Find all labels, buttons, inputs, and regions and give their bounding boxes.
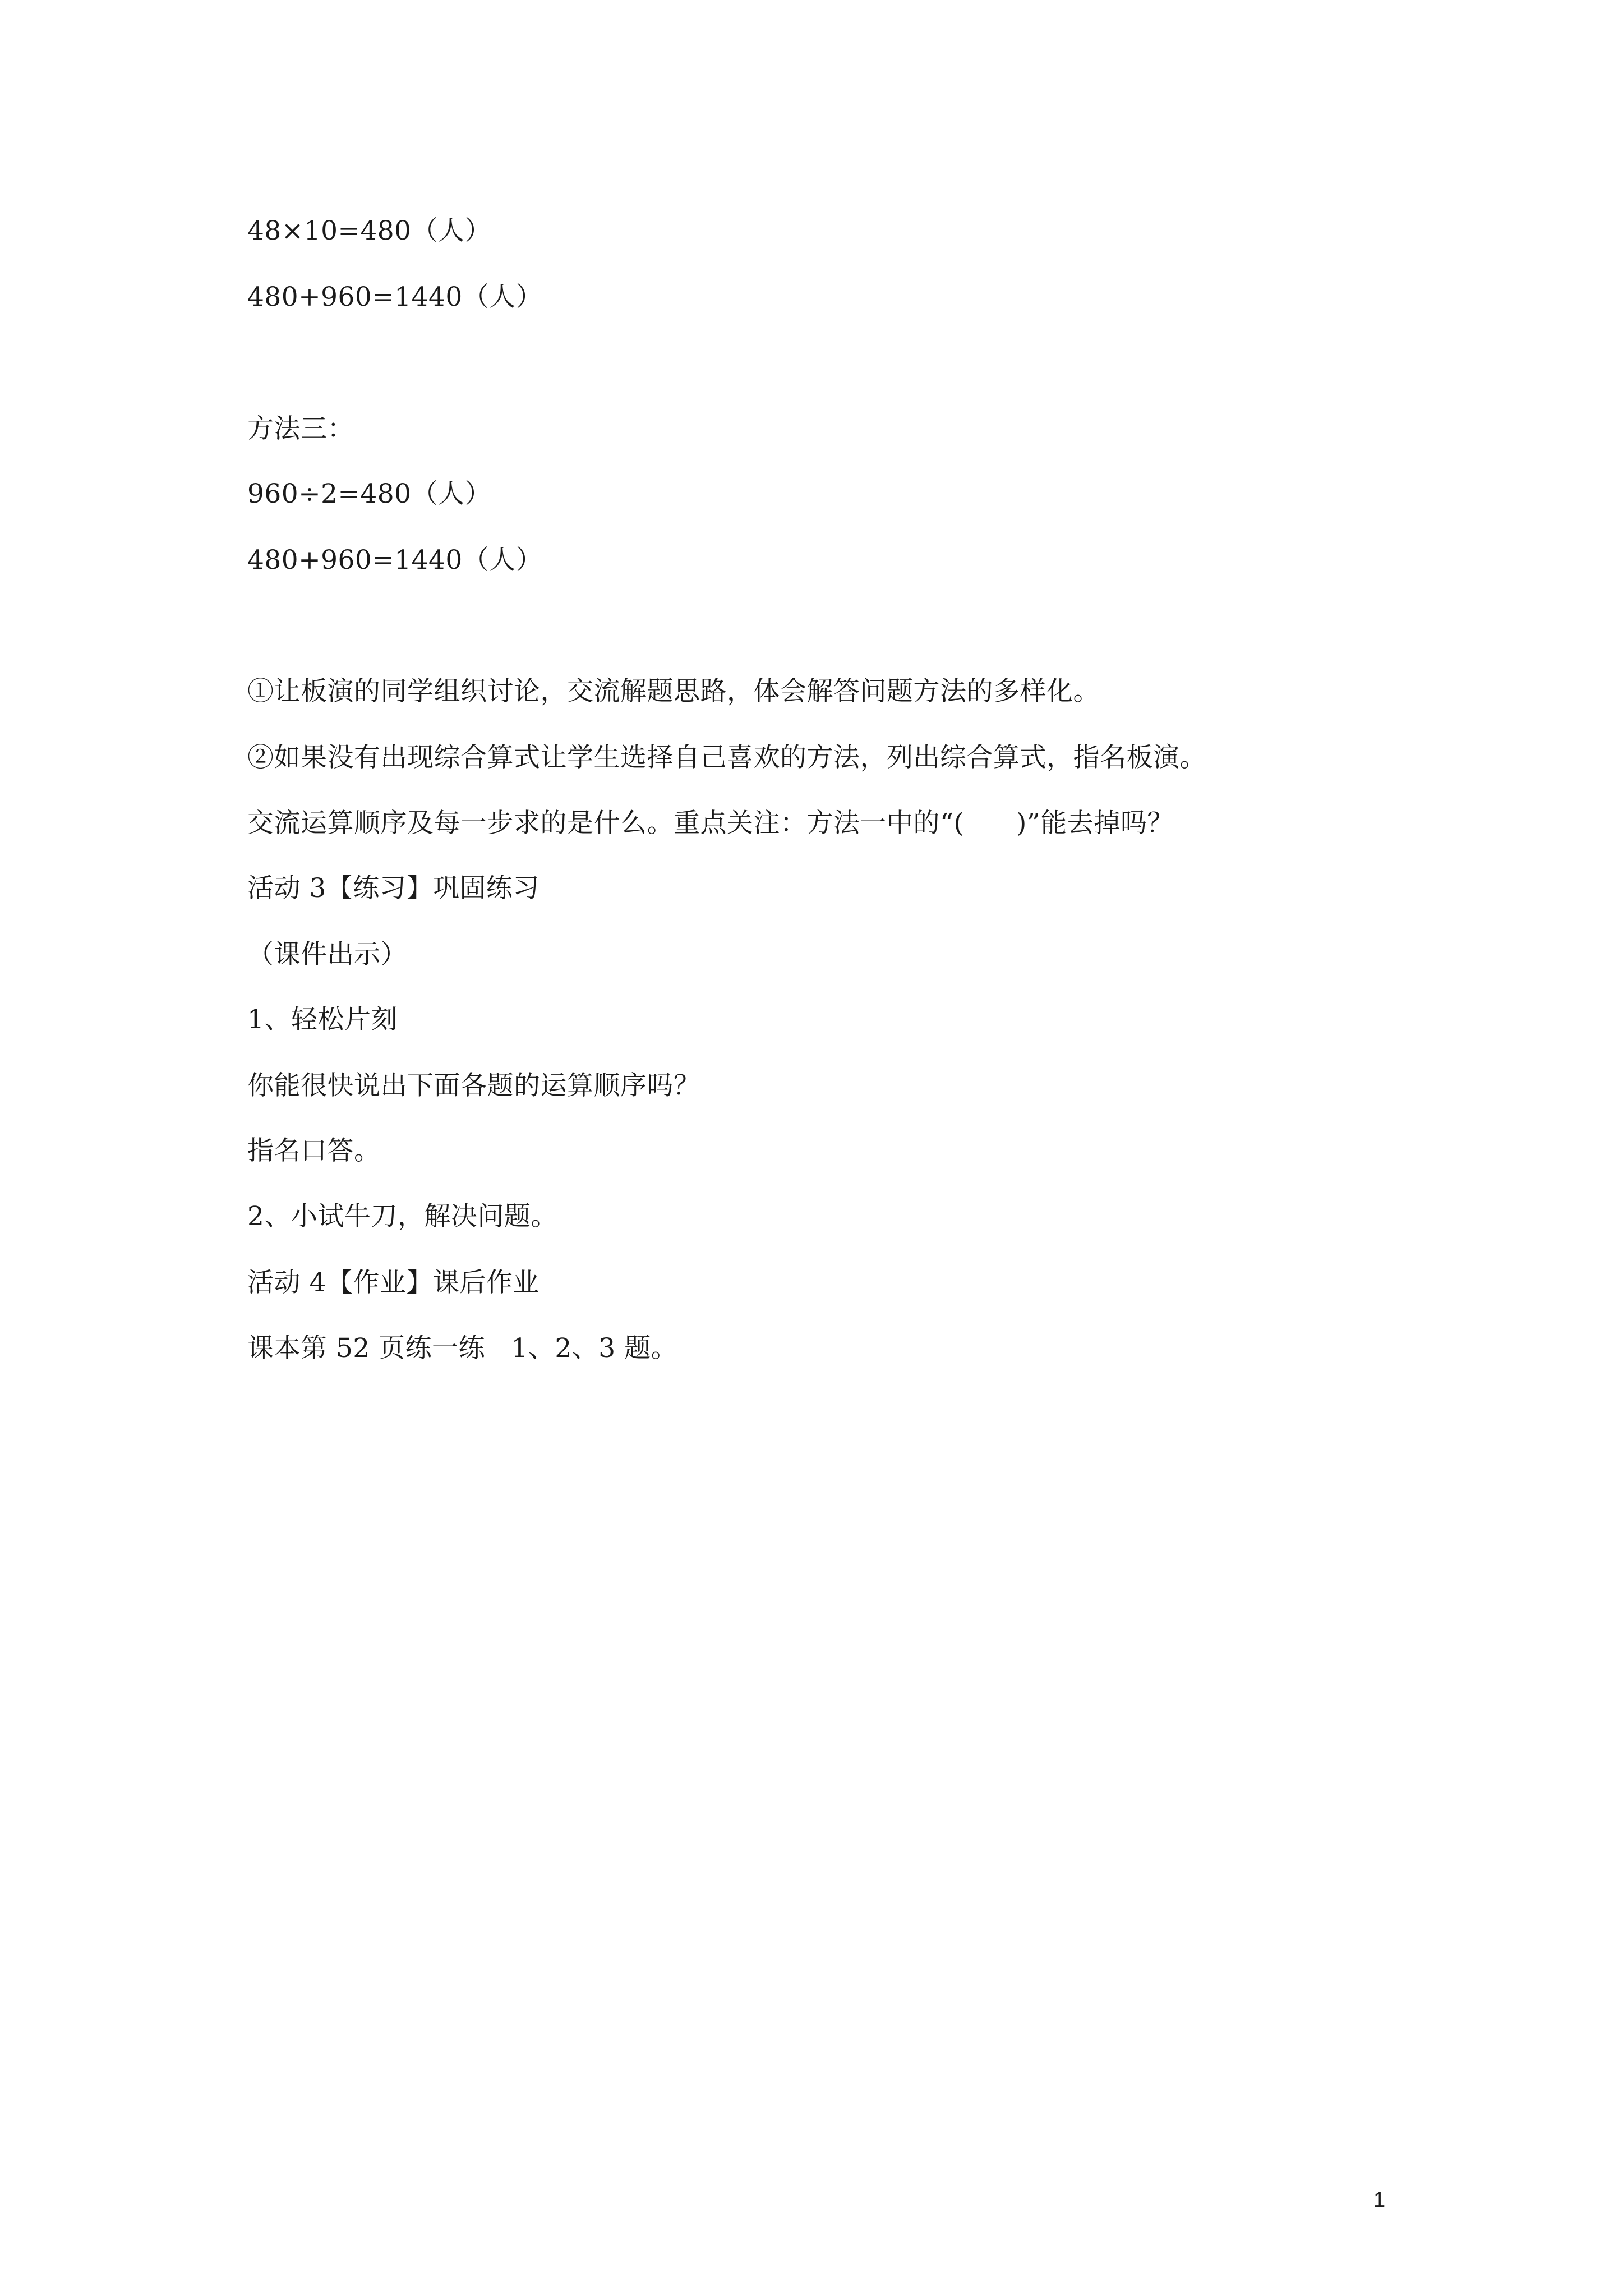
calc-line-1: 48×10=480（人） xyxy=(247,215,492,246)
page-number: 1 xyxy=(1373,2188,1386,2212)
courseware-note: （课件出示） xyxy=(247,939,407,970)
exercise-2: 2、小试牛刀，解决问题。 xyxy=(247,1201,557,1232)
activity-3-heading: 活动 3【练习】巩固练习 xyxy=(247,873,540,904)
exercise-1-answer-note: 指名口答。 xyxy=(247,1135,381,1166)
instruction-3: 交流运算顺序及每一步求的是什么。重点关注：方法一中的“( )”能去掉吗？ xyxy=(247,808,1174,839)
instruction-1: ①让板演的同学组织讨论，交流解题思路，体会解答问题方法的多样化。 xyxy=(247,676,1100,707)
method-three-heading: 方法三： xyxy=(247,413,354,444)
instruction-2: ②如果没有出现综合算式让学生选择自己喜欢的方法，列出综合算式，指名板演。 xyxy=(247,742,1206,773)
homework-line: 课本第 52 页练一练 1、2、3 题。 xyxy=(247,1333,678,1364)
calc-line-3: 960÷2=480（人） xyxy=(247,478,492,509)
activity-4-heading: 活动 4【作业】课后作业 xyxy=(247,1267,540,1298)
calc-line-4: 480+960=1440（人） xyxy=(247,545,543,576)
calc-line-2: 480+960=1440（人） xyxy=(247,282,543,312)
exercise-1-question: 你能很快说出下面各题的运算顺序吗？ xyxy=(247,1070,700,1101)
exercise-1: 1、轻松片刻 xyxy=(247,1004,398,1035)
